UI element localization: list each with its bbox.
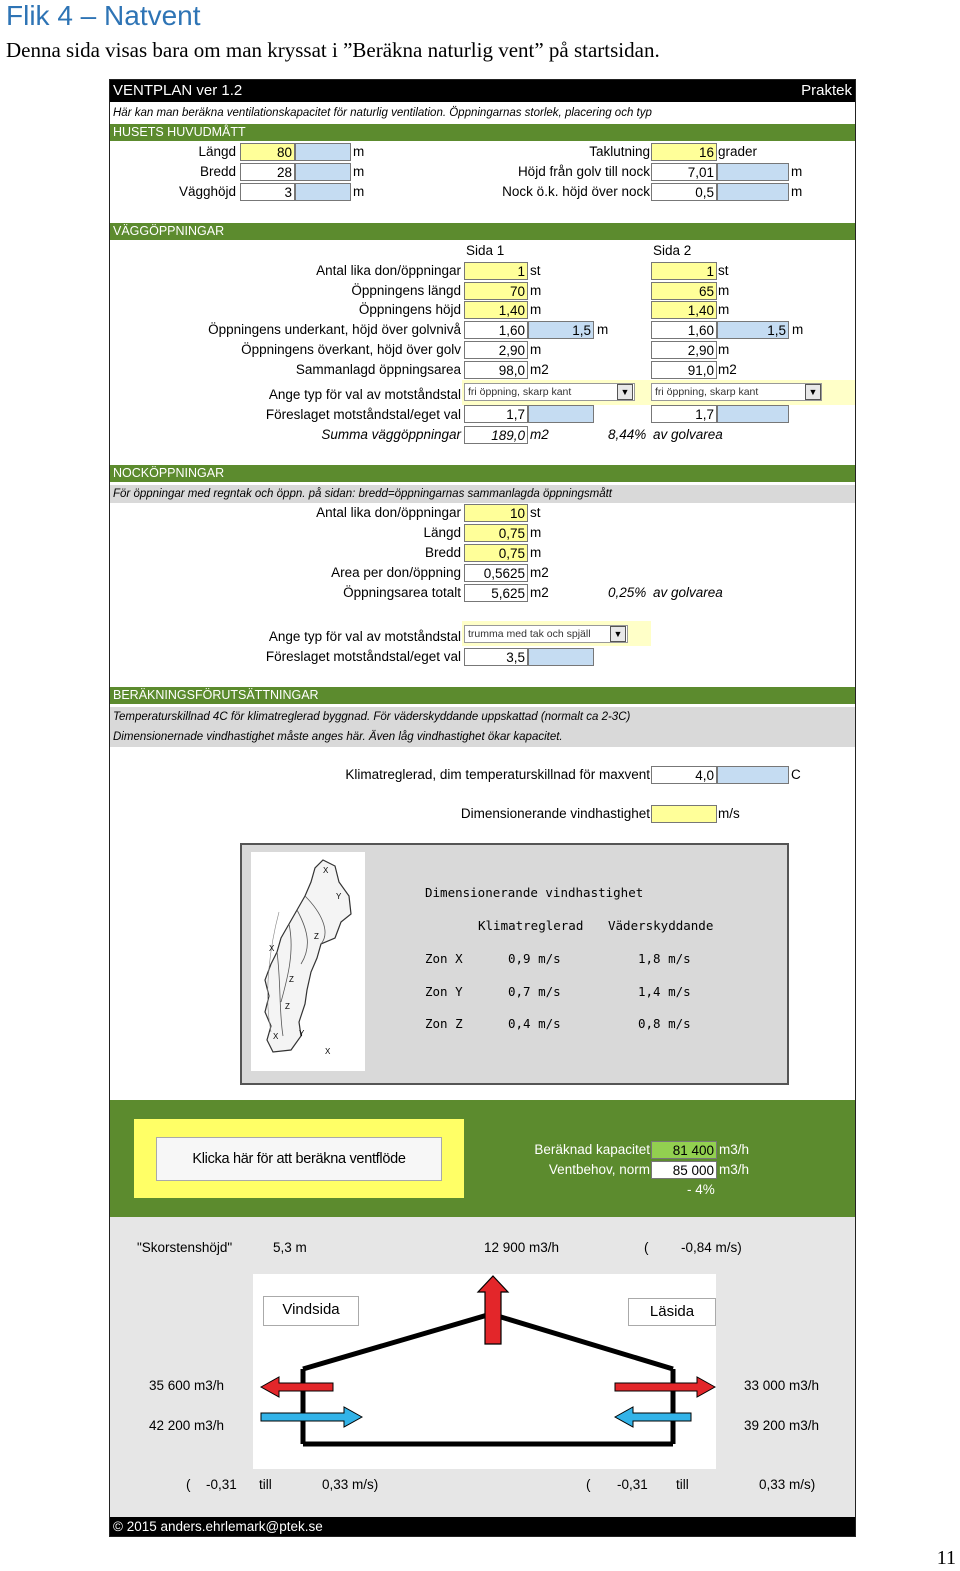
house-diagram [253,1274,716,1469]
nockok-label: Nock ö.k. höjd över nock [502,184,650,199]
section-vaggoppningar: VÄGGÖPPNINGAR [110,223,855,240]
side2-underkant-value: 1,60 [651,321,717,339]
side1-underkant-input[interactable]: 1,5 [528,321,594,339]
nockhojd-value: 7,01 [651,163,717,181]
forutsattningar-note-2: Dimensionernade vindhastighet måste anges här. Även låg vindhastighet ökar kapacitet. [113,731,563,743]
vagghojd-own-input[interactable] [295,183,351,201]
lasida-label: Läsida [628,1298,716,1326]
nock-langd-unit: m [530,525,542,540]
right-out-flow: 33 000 m3/h [744,1378,820,1393]
left-in-arrow [261,1407,362,1427]
side2-hojd-unit: m [718,302,730,317]
wind-col-vader: Väderskyddande [608,918,714,933]
left-out-flow: 35 600 m3/h [149,1378,225,1393]
page-number: 11 [936,1547,956,1569]
calculate-button[interactable]: Klicka här för att beräkna ventflöde [156,1137,442,1181]
skorsten-label: "Skorstenshöjd" [137,1240,233,1255]
nockok-value[interactable]: 0,5 [651,183,717,201]
side1-langd-input[interactable]: 70 [464,282,528,300]
map-zone-label: X [325,1047,331,1056]
side1-antal-input[interactable]: 1 [464,262,528,280]
temp-unit: C [791,767,801,782]
nock-note: För öppningar med regntak och öppn. på sidan: bredd=öppningarnas sammanlagda öppningsmått [110,485,855,503]
left-range-from: -0,31 [206,1477,237,1492]
side1-langd-unit: m [530,283,542,298]
langd-unit: m [353,144,365,159]
nock-total-value: 5,625 [464,584,528,602]
side2-langd-input[interactable]: 65 [651,282,717,300]
nockhojd-unit: m [791,164,803,179]
left-out-arrow [261,1377,333,1397]
left-range-open: ( [186,1477,191,1492]
section-nockoppningar: NOCKÖPPNINGAR [110,465,855,482]
right-range-open: ( [586,1477,591,1492]
nock-arrow [478,1276,508,1344]
taklutning-input[interactable]: 16 [651,143,717,161]
brand-label: Praktek [801,82,852,99]
map-zone-label: X [323,866,329,875]
summa-label: Summa väggöppningar [321,427,461,442]
side2-overkant-value: 2,90 [651,341,717,359]
bredd-own-input[interactable] [295,163,351,181]
side1-header: Sida 1 [466,243,505,258]
wind-col-klimat: Klimatreglerad [478,918,584,933]
side2-antal-input[interactable]: 1 [651,262,717,280]
langd-label: Längd [198,144,236,159]
nock-bredd-unit: m [530,545,542,560]
side2-underkant-unit: m [792,322,804,337]
map-zone-label: Z [285,1002,290,1011]
section-huvudmatt: HUSETS HUVUDMÅTT [110,124,855,141]
side2-langd-unit: m [718,283,730,298]
right-range-from: -0,31 [617,1477,648,1492]
nock-antal-unit: st [530,505,541,520]
hojd-opening-label: Öppningens höjd [358,302,461,317]
nockhojd-own-input[interactable] [717,163,789,181]
wind-value-vader: 0,8 m/s [638,1016,691,1031]
right-out-arrow [615,1377,715,1397]
left-in-flow: 42 200 m3/h [149,1418,225,1433]
kapacitet-unit: m3/h [719,1142,750,1157]
side2-header: Sida 2 [653,243,692,258]
right-in-flow: 39 200 m3/h [744,1418,820,1433]
vagghojd-unit: m [353,184,365,199]
nock-motstand-input[interactable] [528,648,594,666]
wind-value-klimat: 0,9 m/s [508,951,561,966]
wind-zone: Zon X [425,951,463,966]
side2-antal-unit: st [718,263,729,278]
nock-area-value: 0,5625 [464,564,528,582]
map-zone-label: X [269,944,275,953]
summa-pct: 8,44% [608,427,647,442]
side2-area-value: 91,0 [651,361,717,379]
temp-value: 4,0 [651,766,717,784]
area-label: Sammanlagd öppningsarea [295,362,461,377]
behov-value: 85 000 [651,1161,717,1179]
side1-hojd-input[interactable]: 1,40 [464,301,528,319]
typ-label: Ange typ för val av motståndstal [268,387,461,402]
chevron-down-icon[interactable]: ▼ [805,384,821,400]
skorsten-value: 5,3 m [273,1240,307,1255]
sweden-map [251,852,365,1071]
side1-antal-unit: st [530,263,541,278]
antal-label: Antal lika don/öppningar [316,263,461,278]
wind-value-klimat: 0,7 m/s [508,984,561,999]
nock-typ-label: Ange typ för val av motståndstal [268,629,461,644]
nock-speed: -0,84 m/s) [681,1240,742,1255]
wind-input[interactable] [651,805,717,823]
ventplan-sheet [109,79,856,1537]
side1-area-unit: m2 [530,362,549,377]
nock-langd-input[interactable]: 0,75 [464,524,528,542]
side1-underkant-value: 1,60 [464,321,528,339]
behov-unit: m3/h [719,1162,750,1177]
side2-overkant-unit: m [718,342,730,357]
bredd-label: Bredd [199,164,236,179]
nock-area-unit: m2 [530,565,549,580]
side1-underkant-unit: m [597,322,609,337]
behov-label: Ventbehov, norm [548,1162,650,1177]
side1-hojd-unit: m [530,302,542,317]
nock-pct: 0,25% [608,585,647,600]
side1-motstand-value: 1,7 [464,405,528,423]
side2-motstand-input[interactable] [717,405,789,423]
langd-opening-label: Öppningens längd [351,283,461,298]
map-zone-label: Y [336,892,342,901]
nockok-own-input[interactable] [717,183,789,201]
map-zone-label: X [273,1032,279,1041]
side1-typ-select[interactable]: fri öppning, skarp kant [464,383,635,401]
chevron-down-icon[interactable]: ▼ [617,384,633,400]
wind-label: Dimensionerande vindhastighet [460,806,650,821]
nock-speed-open: ( [644,1240,649,1255]
section-forutsattningar: BERÄKNINGSFÖRUTSÄTTNINGAR [110,687,855,704]
intro-note: Här kan man beräkna ventilationskapacitet för naturlig ventilation. Öppningarnas storlek, placering och typ [110,104,855,122]
taklutning-label: Taklutning [589,144,650,159]
taklutning-unit: grader [718,144,758,159]
side1-motstand-input[interactable] [528,405,594,423]
forutsattningar-notes [110,707,855,747]
bredd-unit: m [353,164,365,179]
sheet-footer: © 2015 anders.ehrlemark@ptek.se [110,1517,855,1536]
page-intro: Denna sida visas bara om man kryssat i ”Beräkna naturlig vent” på startsidan. [6,38,660,62]
kapacitet-value: 81 400 [651,1141,717,1159]
side1-area-value: 98,0 [464,361,528,379]
forutsattningar-note-1: Temperaturskillnad 4C för klimatreglerad byggnad. För väderskyddande uppskattad (normalt ca 2-3C) [113,711,631,723]
temp-label: Klimatreglerad, dim temperaturskillnad för maxvent [345,767,650,782]
underkant-label: Öppningens underkant, höjd över golvnivå [208,322,461,337]
summa-value: 189,0 [464,426,528,444]
nock-area-label: Area per don/öppning [331,565,461,580]
summa-pct-label: av golvarea [653,427,723,442]
sheet-titlebar [110,80,855,102]
nock-flow: 12 900 m3/h [484,1240,560,1255]
right-in-arrow [615,1407,691,1427]
bredd-input[interactable]: 28 [240,163,295,181]
nock-bredd-input[interactable]: 0,75 [464,544,528,562]
nock-typ-select[interactable]: trumma med tak och spjäll [464,625,628,643]
right-range-till: till [676,1477,689,1492]
vagghojd-input[interactable]: 3 [240,183,295,201]
map-zone-label: Z [289,975,294,984]
summa-unit: m2 [530,427,549,442]
vindsida-label: Vindsida [263,1296,359,1326]
wind-value-vader: 1,8 m/s [638,951,691,966]
map-zone-label: Z [314,932,319,941]
nockok-unit: m [791,184,803,199]
side2-typ-select[interactable]: fri öppning, skarp kant [651,383,822,401]
sheet-title: VENTPLAN ver 1.2 [113,82,243,99]
left-range-to: 0,33 m/s) [322,1477,379,1492]
side1-overkant-unit: m [530,342,542,357]
right-range-to: 0,33 m/s) [759,1477,816,1492]
nock-total-unit: m2 [530,585,549,600]
langd-input[interactable]: 80 [240,143,295,161]
nock-motstand-label: Föreslaget motståndstal/eget val [265,649,461,664]
wind-value-klimat: 0,4 m/s [508,1016,561,1031]
side2-area-unit: m2 [718,362,737,377]
wind-value-vader: 1,4 m/s [638,984,691,999]
motstand-label: Föreslaget motståndstal/eget val [265,407,461,422]
nock-bredd-label: Bredd [424,545,461,560]
wind-zone: Zon Y [425,984,463,999]
side1-overkant-value: 2,90 [464,341,528,359]
nock-antal-label: Antal lika don/öppningar [316,505,461,520]
chevron-down-icon[interactable]: ▼ [610,626,626,642]
side2-underkant-input[interactable]: 1,5 [717,321,789,339]
wind-zone: Zon Z [425,1016,463,1031]
side2-motstand-value: 1,7 [651,405,717,423]
map-zone-label: Y [299,1029,305,1038]
kapacitet-label: Beräknad kapacitet [534,1142,650,1157]
nock-langd-label: Längd [423,525,461,540]
nock-total-label: Öppningsarea totalt [343,585,461,600]
wind-table-title: Dimensionerande vindhastighet [425,885,644,900]
sweden-map-svg [251,852,365,1071]
overkant-label: Öppningens överkant, höjd över golv [241,342,461,357]
page-heading: Flik 4 – Natvent [6,0,201,31]
temp-input[interactable] [717,766,789,784]
vagghojd-label: Vägghöjd [178,184,236,199]
langd-own-input[interactable] [295,143,351,161]
diff-value: - 4% [687,1182,715,1197]
nockhojd-label: Höjd från golv till nock [517,164,650,179]
wind-unit: m/s [718,806,740,821]
nock-antal-input[interactable]: 10 [464,504,528,522]
side2-hojd-input[interactable]: 1,40 [651,301,717,319]
left-range-till: till [259,1477,272,1492]
nock-motstand-value: 3,5 [464,648,528,666]
nock-pct-label: av golvarea [653,585,723,600]
